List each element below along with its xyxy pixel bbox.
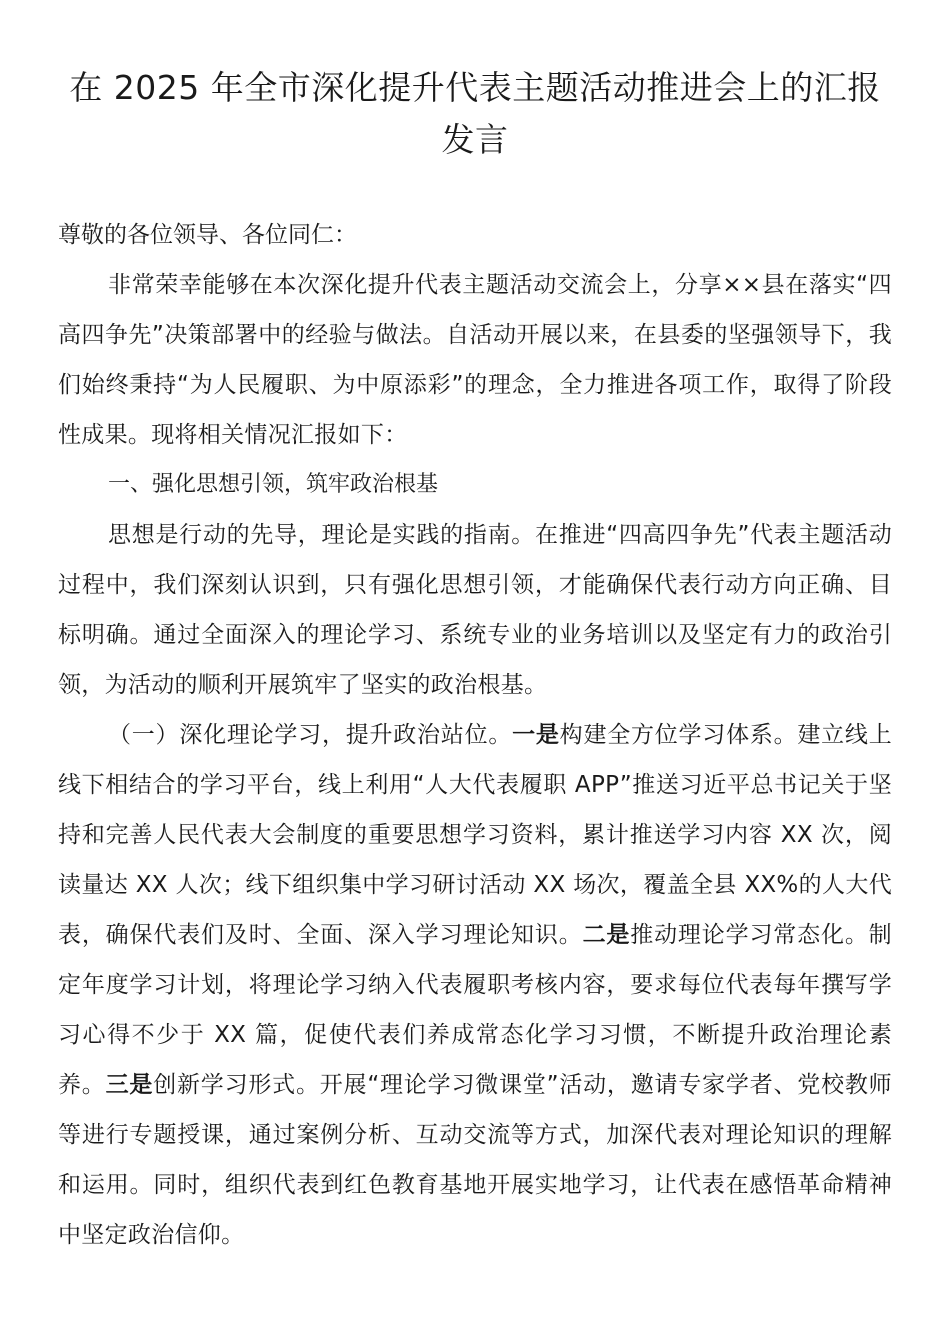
point-2-text: 推动理论学习常态化。制定年度学习计划，将理论学习纳入代表履职考核内容，要求每位代表每年撰写学习心得不少于 XX 篇，促使代表们养成常态化学习习惯，不断提升政治理论素养。 [58, 922, 892, 1098]
point-1-text: 构建全方位学习体系。建立线上线下相结合的学习平台，线上利用“人大代表履职 APP”推送习近平总书记关于坚持和完善人民代表大会制度的重要思想学习资料，累计推送学习内容 XX 次，阅读量达 XX 人次；线下组织集中学习研讨活动 XX 场次，覆盖全县 XX%的人大代表，确保代表们及时、全面、深入学习理论知识。 [58, 722, 892, 948]
intro-paragraph: 非常荣幸能够在本次深化提升代表主题活动交流会上，分享××县在落实“四高四争先”决策部署中的经验与做法。自活动开展以来，在县委的坚强领导下，我们始终秉持“为人民履职、为中原添彩”的理念，全力推进各项工作，取得了阶段性成果。现将相关情况汇报如下： [58, 272, 892, 448]
subsection-1-heading: （一）深化理论学习，提升政治站位。 [108, 722, 513, 748]
document-page [58, 62, 892, 1260]
section-1-intro-paragraph: 思想是行动的先导，理论是实践的指南。在推进“四高四争先”代表主题活动过程中，我们深刻认识到，只有强化思想引领，才能确保代表行动方向正确、目标明确。通过全面深入的理论学习、系统专业的业务培训以及坚定有力的政治引领，为活动的顺利开展筑牢了坚实的政治根基。 [58, 522, 892, 698]
point-2-label: 二是 [582, 922, 631, 948]
document-title: 在 2025 年全市深化提升代表主题活动推进会上的汇报发言 [69, 68, 881, 159]
salutation: 尊敬的各位领导、各位同仁： [58, 222, 357, 248]
point-3-text: 创新学习形式。开展“理论学习微课堂”活动，邀请专家学者、党校教师等进行专题授课，通过案例分析、互动交流等方式，加深代表对理论知识的理解和运用。同时，组织代表到红色教育基地开展实地学习，让代表在感悟革命精神中坚定政治信仰。 [58, 1072, 892, 1248]
point-1-label: 一是 [512, 722, 560, 748]
subsection-1-paragraph [58, 710, 892, 1260]
section-heading-1: 一、强化思想引领，筑牢政治根基 [108, 472, 439, 497]
point-3-label: 三是 [105, 1072, 154, 1098]
